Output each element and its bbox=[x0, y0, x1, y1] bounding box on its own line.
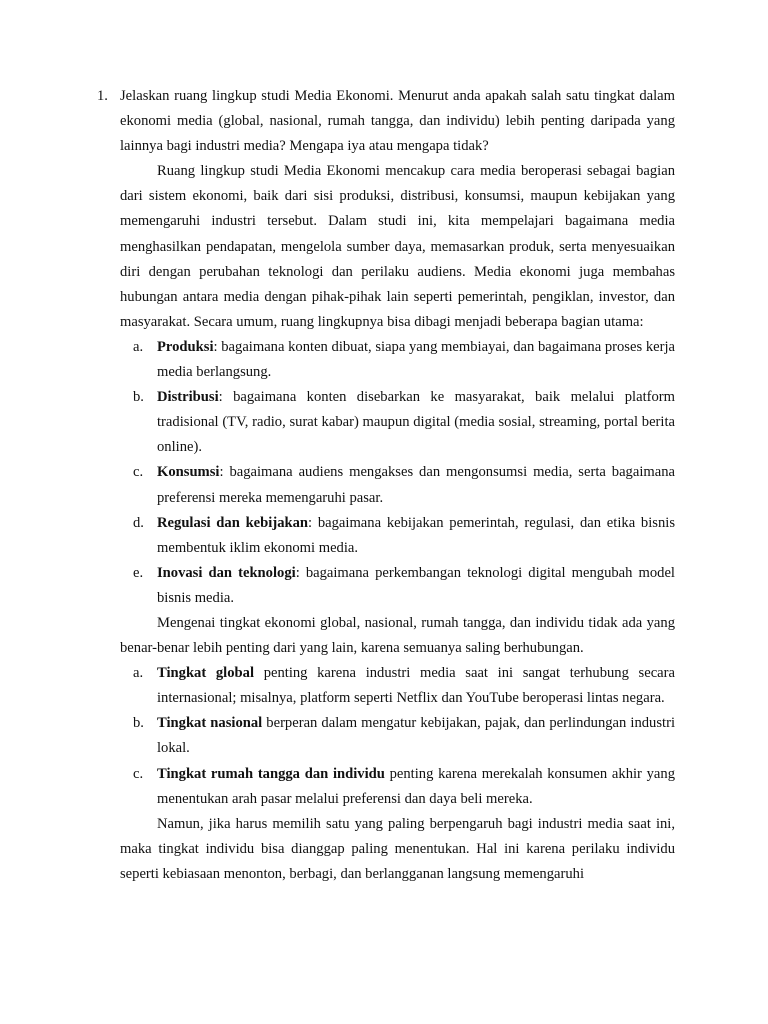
scope-description: : bagaimana konten dibuat, siapa yang membiayai, dan bagaimana proses kerja media berlangsung. bbox=[157, 338, 675, 381]
question-number: 1. bbox=[97, 88, 108, 104]
scope-description: : bagaimana konten disebarkan ke masyarakat, baik melalui platform tradisional (TV, radio, surat kabar) maupun digital (media sosial, streaming, portal berita online). bbox=[157, 389, 675, 456]
scope-term: Regulasi dan kebijakan bbox=[157, 514, 309, 531]
scope-term: Produksi bbox=[157, 338, 214, 355]
list-marker: c. bbox=[133, 765, 144, 782]
scope-item-regulation bbox=[120, 511, 675, 561]
level-item-national bbox=[120, 711, 675, 761]
levels-paragraph: Mengenai tingkat ekonomi global, nasional, rumah tangga, dan individu tidak ada yang benar-benar lebih penting dari yang lain, karena semuanya saling berhubungan. bbox=[120, 614, 675, 657]
level-description: penting karena merekalah konsumen akhir yang menentukan arah pasar melalui preferensi dan daya beli mereka. bbox=[157, 765, 675, 807]
list-marker: a. bbox=[133, 665, 144, 682]
list-marker: c. bbox=[133, 464, 144, 481]
list-marker: e. bbox=[133, 564, 144, 581]
scope-term: Distribusi bbox=[157, 389, 219, 406]
list-marker: b. bbox=[133, 715, 144, 732]
scope-description: : bagaimana kebijakan pemerintah, regulasi, dan etika bisnis membentuk iklim ekonomi media. bbox=[157, 514, 675, 556]
level-term: Tingkat rumah tangga dan individu bbox=[157, 765, 385, 782]
scope-term: Konsumsi bbox=[157, 464, 220, 481]
scope-description: : bagaimana perkembangan teknologi digital mengubah model bisnis media. bbox=[157, 564, 675, 606]
level-description: berperan dalam mengatur kebijakan, pajak, dan perlindungan industri lokal. bbox=[157, 715, 675, 757]
scope-item-consumption bbox=[120, 460, 675, 510]
question-text: Jelaskan ruang lingkup studi Media Ekonomi. Menurut anda apakah salah satu tingkat dalam ekonomi media (global, nasional, rumah tangga, dan individu) lebih penting daripada yang lainnya bagi industri media? Mengapa iya atau mengapa tidak? bbox=[120, 88, 675, 155]
intro-paragraph: Ruang lingkup studi Media Ekonomi mencakup cara media beroperasi sebagai bagian dari sistem ekonomi, baik dari sisi produksi, distribusi, konsumsi, maupun kebijakan yang memengaruhi industri tersebut. Dalam studi ini, kita mempelajari bagaimana media menghasilkan pendapatan, mengelola sumber daya, memasarkan produk, serta menyesuaikan diri dengan perubahan teknologi dan perilaku audiens. Media ekonomi juga membahas hubungan antara media dengan pihak-pihak lain seperti pemerintah, pengiklan, investor, dan masyarakat. Secara umum, ruang lingkupnya bisa dibagi menjadi beberapa bagian utama: bbox=[120, 163, 675, 330]
level-term: Tingkat nasional bbox=[157, 715, 263, 732]
list-marker: b. bbox=[133, 389, 144, 406]
level-item-household-individual bbox=[120, 762, 675, 812]
scope-description: : bagaimana audiens mengakses dan mengonsumsi media, serta bagaimana preferensi mereka memengaruhi pasar. bbox=[157, 464, 675, 506]
scope-item-distribution bbox=[120, 385, 675, 460]
level-term: Tingkat global bbox=[157, 665, 255, 682]
scope-list bbox=[120, 335, 675, 611]
scope-term: Inovasi dan teknologi bbox=[157, 564, 296, 581]
list-marker: a. bbox=[133, 338, 144, 355]
question bbox=[97, 84, 675, 159]
closing-paragraph: Namun, jika harus memilih satu yang paling berpengaruh bagi industri media saat ini, maka tingkat individu bisa dianggap paling menentukan. Hal ini karena perilaku individu seperti kebiasaan menonton, berbagi, dan berlangganan langsung memengaruhi bbox=[120, 815, 675, 882]
list-marker: d. bbox=[133, 514, 144, 531]
level-description: penting karena industri media saat ini sangat terhubung secara internasional; misalnya, platform seperti Netflix dan YouTube beroperasi lintas negara. bbox=[157, 665, 676, 707]
document-body bbox=[97, 84, 676, 887]
level-item-global bbox=[120, 661, 675, 711]
scope-item-production bbox=[120, 335, 675, 385]
levels-list bbox=[120, 661, 675, 812]
scope-item-innovation bbox=[120, 561, 675, 611]
